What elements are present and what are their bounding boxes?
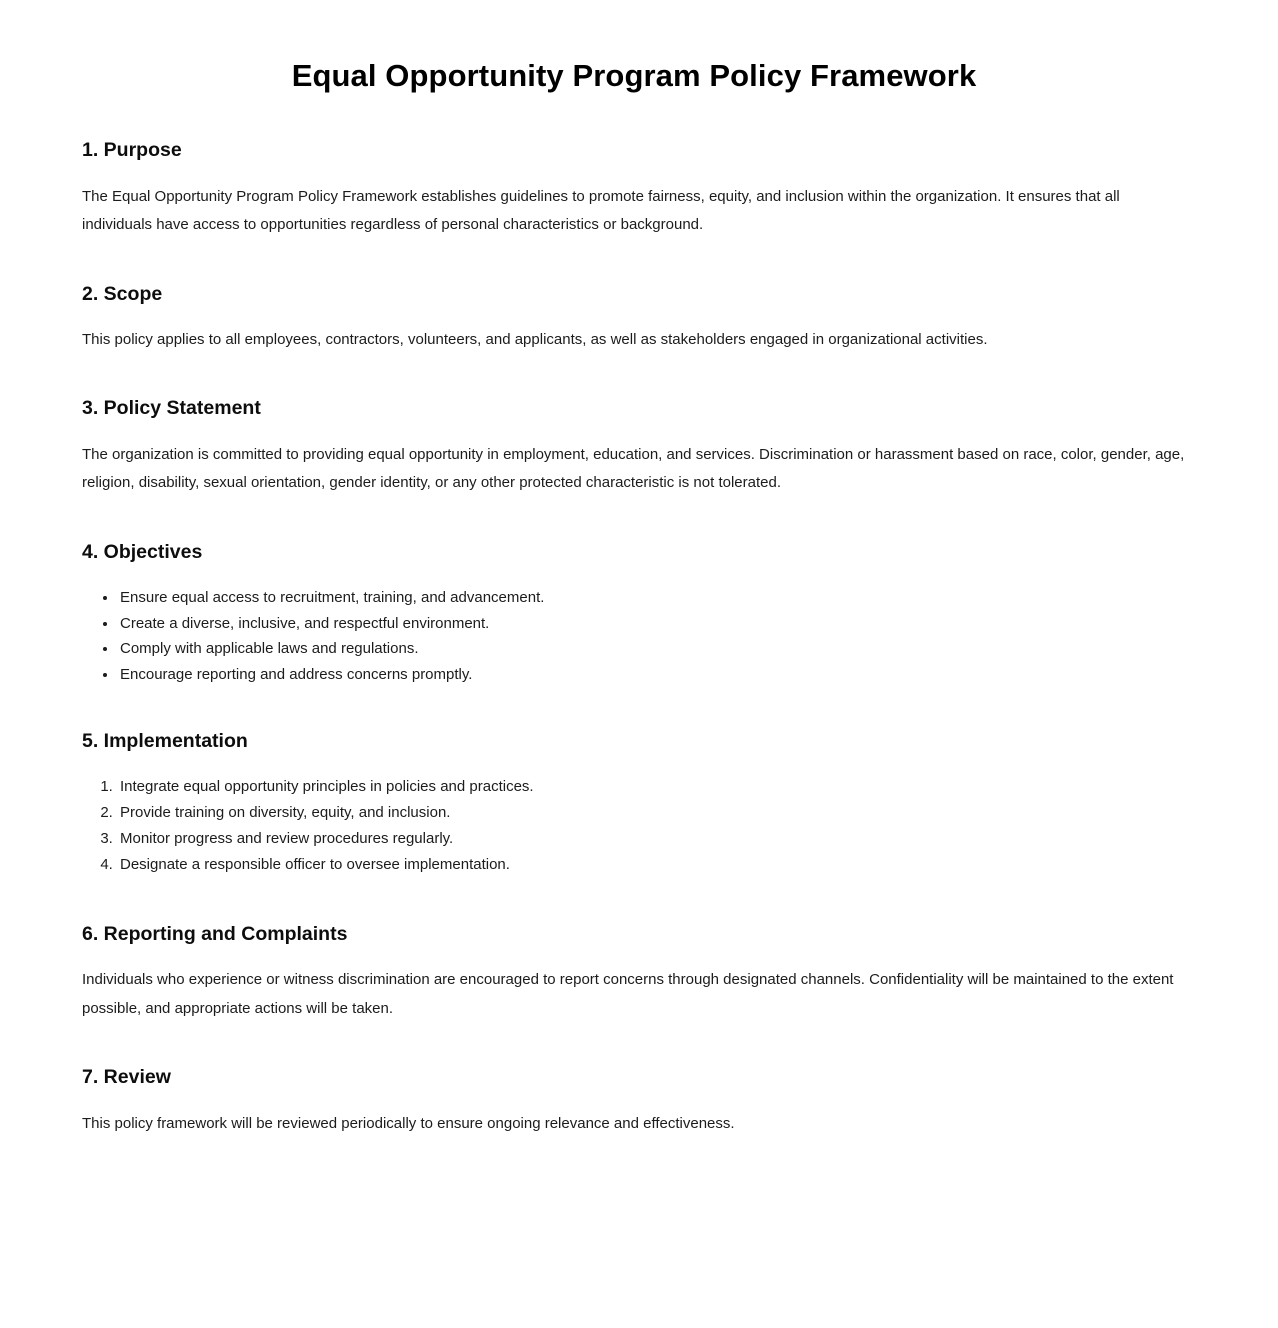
list-item: • Ensure equal access to recruitment, training, and advancement.: [118, 585, 1186, 611]
section-paragraph-reporting-and-complaints: Individuals who experience or witness discrimination are encouraged to report concerns through designated channels. Confidentiality will be maintained to the extent possible, and appropriate actions will be taken.: [82, 971, 1174, 1017]
list-item: • Create a diverse, inclusive, and respectful environment.: [118, 611, 1186, 637]
section-scope: [82, 282, 1186, 355]
list-item: 3. Monitor progress and review procedures regularly.: [117, 826, 1186, 852]
list-item: • Encourage reporting and address concerns promptly.: [118, 662, 1186, 688]
section-review: [82, 1065, 1186, 1138]
section-heading-objectives: 4. Objectives: [82, 540, 203, 563]
section-heading-reporting-and-complaints: 6. Reporting and Complaints: [82, 922, 348, 945]
section-paragraph-policy-statement: The organization is committed to providing equal opportunity in employment, education, and services. Discrimination or harassment based on race, color, gender, age, religion, disability, sexual orientation, gender identity, or any other protected characteristic is not tolerated.: [82, 445, 1185, 492]
section-heading-policy-statement: 3. Policy Statement: [82, 397, 261, 420]
objectives-list: [82, 585, 1186, 687]
section-paragraph-purpose: The Equal Opportunity Program Policy Framework establishes guidelines to promote fairness, equity, and inclusion within the organization. It ensures that all individuals have access to opportunities regardless of personal characteristics or background.: [82, 187, 1120, 234]
list-item: • Comply with applicable laws and regulations.: [118, 636, 1186, 662]
section-implementation: [82, 729, 1186, 878]
list-item: 2. Provide training on diversity, equity, and inclusion.: [117, 800, 1186, 826]
page-title: Equal Opportunity Program Policy Framework: [291, 58, 977, 93]
section-heading-review: 7. Review: [82, 1066, 171, 1089]
section-objectives: [82, 540, 1186, 688]
implementation-list: [82, 774, 1186, 878]
section-heading-implementation: 5. Implementation: [82, 729, 248, 752]
section-paragraph-review: This policy framework will be reviewed periodically to ensure ongoing relevance and effectiveness.: [82, 1114, 735, 1132]
section-reporting-and-complaints: [82, 922, 1186, 1023]
section-paragraph-scope: This policy applies to all employees, contractors, volunteers, and applicants, as well as stakeholders engaged in organizational activities.: [82, 330, 988, 348]
section-heading-purpose: 1. Purpose: [82, 139, 182, 162]
list-item: 4. Designate a responsible officer to oversee implementation.: [117, 852, 1186, 878]
section-heading-scope: 2. Scope: [82, 282, 163, 305]
section-policy-statement: [82, 396, 1186, 497]
section-purpose: [82, 138, 1186, 239]
list-item: 1. Integrate equal opportunity principles in policies and practices.: [117, 774, 1186, 800]
